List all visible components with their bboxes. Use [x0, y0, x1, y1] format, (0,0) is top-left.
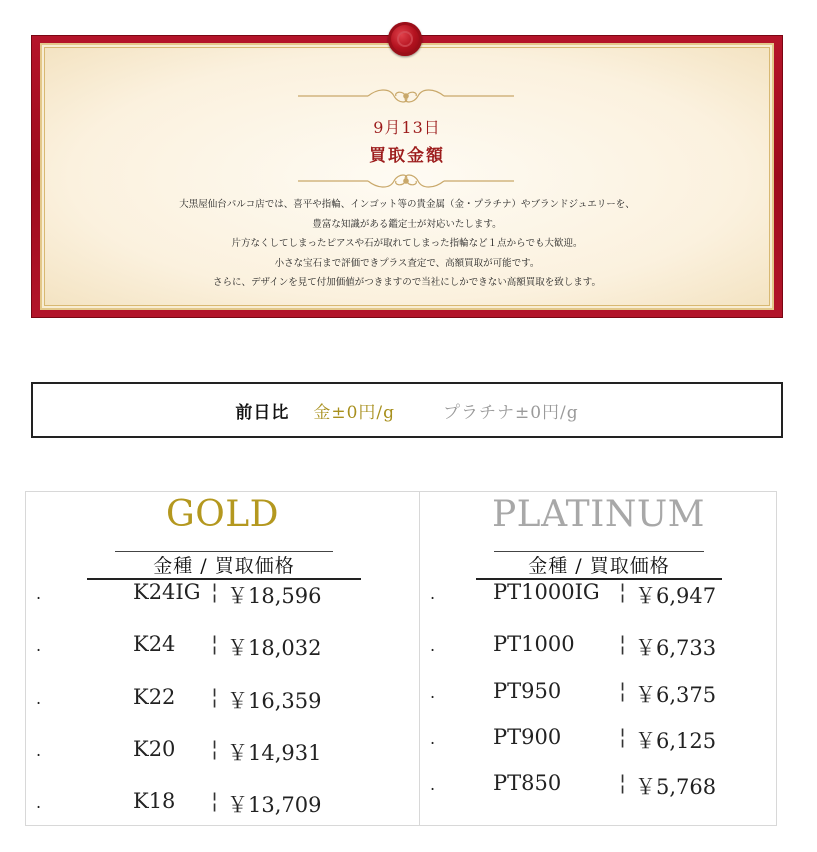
row-separator: ¦ — [619, 679, 627, 703]
gold-header — [87, 551, 361, 580]
metal-type: PT1000 — [493, 632, 575, 656]
metal-type: PT950 — [493, 679, 562, 703]
row-bullet: . — [36, 689, 42, 708]
row-bullet: . — [36, 741, 42, 760]
row-bullet: . — [430, 775, 436, 794]
description-line: 小さな宝石まで評価できプラス査定で、高額買取が可能です。 — [274, 257, 540, 269]
row-bullet: . — [36, 793, 42, 812]
buy-price: ￥6,125 — [635, 729, 717, 753]
row-separator: ¦ — [619, 771, 627, 795]
buy-price: ￥18,032 — [227, 636, 322, 660]
row-bullet: . — [430, 683, 436, 702]
row-bullet: . — [430, 636, 436, 655]
buy-price: ￥5,768 — [635, 775, 717, 799]
row-bullet: . — [430, 729, 436, 748]
gold-change: 金±0円/g — [313, 402, 395, 423]
compare-label: 前日比 — [235, 402, 290, 423]
metal-type: PT1000IG — [493, 580, 600, 604]
metal-type: PT900 — [493, 725, 562, 749]
gold-header-text: 金種 / 買取価格 — [153, 555, 295, 577]
metal-type: K18 — [133, 789, 176, 813]
banner-parchment — [40, 43, 774, 310]
header-rule — [494, 551, 704, 552]
metal-type: K20 — [133, 737, 176, 761]
platinum-title: PLATINUM — [491, 494, 706, 535]
gold-title: GOLD — [165, 494, 280, 535]
platinum-header-text: 金種 / 買取価格 — [528, 555, 670, 577]
buy-price: ￥14,931 — [227, 741, 322, 765]
price-change-bar — [31, 382, 783, 438]
row-separator: ¦ — [211, 685, 219, 709]
platinum-header — [476, 551, 722, 580]
buy-price: ￥6,733 — [635, 636, 717, 660]
buy-price: ￥16,359 — [227, 689, 322, 713]
metal-type: PT850 — [493, 771, 562, 795]
platinum-column — [420, 492, 777, 825]
row-separator: ¦ — [211, 737, 219, 761]
wax-seal-icon — [388, 22, 422, 56]
flourish-ornament-icon — [298, 171, 514, 191]
row-bullet: . — [36, 636, 42, 655]
price-banner — [31, 35, 783, 318]
row-separator: ¦ — [211, 580, 219, 604]
row-bullet: . — [430, 584, 436, 603]
price-table — [25, 491, 777, 826]
metal-type: K24 — [133, 632, 176, 656]
buy-price: ￥18,596 — [227, 584, 322, 608]
row-separator: ¦ — [211, 632, 219, 656]
gold-column — [26, 492, 419, 825]
description-line: 大黒屋仙台パルコ店では、喜平や指輪、インゴット等の貴金属（金・プラチナ）やブランドジュエリーを、 — [179, 199, 635, 210]
row-separator: ¦ — [619, 632, 627, 656]
platinum-change: プラチナ±0円/g — [443, 402, 579, 423]
header-rule — [115, 551, 333, 552]
description-line: 豊富な知識がある鑑定士が対応いたします。 — [312, 218, 502, 230]
banner-description — [40, 195, 774, 293]
buy-price: ￥13,709 — [227, 793, 322, 817]
description-line: さらに、デザインを見て付加価値がつきますので当社にしかできない高額買取を致します。 — [212, 277, 602, 288]
row-bullet: . — [36, 584, 42, 603]
row-separator: ¦ — [211, 789, 219, 813]
buy-price: ￥6,947 — [635, 584, 717, 608]
row-separator: ¦ — [619, 580, 627, 604]
description-line: 片方なくしてしまったピアスや石が取れてしまった指輪など１点からでも大歓迎。 — [231, 238, 583, 249]
metal-type: K22 — [133, 685, 176, 709]
buy-price: ￥6,375 — [635, 683, 717, 707]
row-separator: ¦ — [619, 725, 627, 749]
banner-title: 買取金額 — [369, 146, 445, 166]
flourish-ornament-icon — [298, 86, 514, 106]
metal-type: K24IG — [133, 580, 201, 604]
banner-date: 9月13日 — [373, 118, 441, 137]
